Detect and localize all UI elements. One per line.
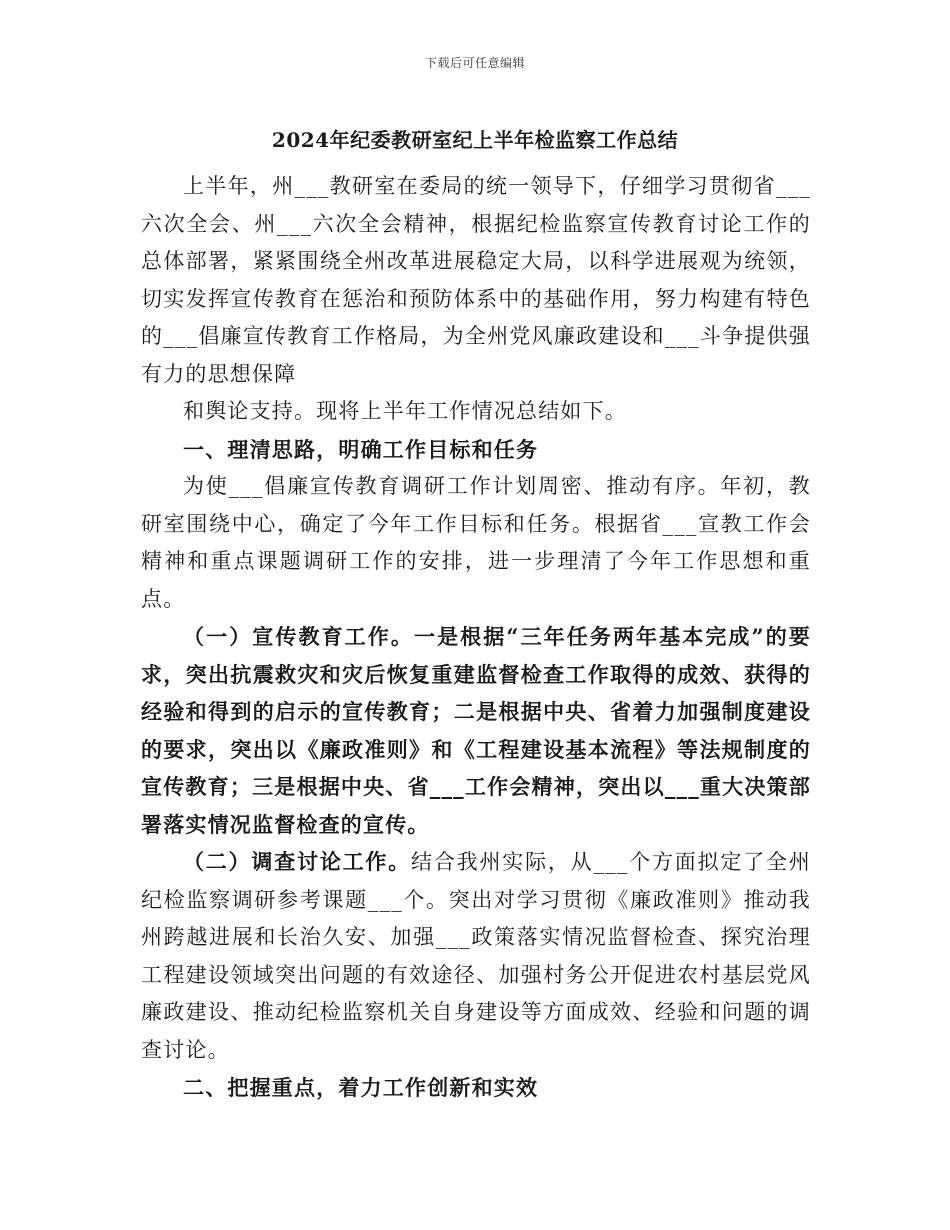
intro-paragraph-1: 上半年，州___教研室在委局的统一领导下，仔细学习贯彻省___六次全会、州___六次全会精神，根据纪检监察宣传教育讨论工作的总体部署，紧紧围绕全州改革进展稳定大局，以科学进展观为统领，切实发挥宣传教育在惩治和预防体系中的基础作用，努力构建有特色的___倡廉宣传教育工作格局，为全州党风廉政建设和___斗争提供强有力的思想保障 <box>141 174 811 386</box>
section-1-item-1 <box>141 618 811 843</box>
section-1-heading: 一、理清思路，明确工作目标和任务 <box>183 436 539 462</box>
item-1-text: 一是根据“三年任务两年基本完成”的要求，突出抗震救灾和灾后恢复重建监督检查工作取得的成效、获得的经验和得到的启示的宣传教育；二是根据中央、省着力加强制度建设的要求，突出以《廉政准则》和《工程建设基本流程》等法规制度的宣传教育；三是根据中央、省___工作会精神，突出以___重大决策部署落实情况监督检查的宣传。 <box>141 624 811 837</box>
item-2-text: 结合我州实际，从___个方面拟定了全州纪检监察调研参考课题___个。突出对学习贯彻《廉政准则》推动我州跨越进展和长治久安、加强___政策落实情况监督检查、探究治理工程建设领域突出问题的有效途径、加强村务公开促进农村基层党风廉政建设、推动纪检监察机关自身建设等方面成效、经验和问题的调查讨论。 <box>141 850 811 1062</box>
intro-paragraph-2: 和舆论支持。现将上半年工作情况总结如下。 <box>183 399 627 423</box>
document-title: 2024年纪委教研室纪上半年检监察工作总结 <box>271 128 679 152</box>
item-1-lead: （一）宣传教育工作。 <box>183 624 414 649</box>
document-body <box>141 168 811 1107</box>
section-1-paragraph-1: 为使___倡廉宣传教育调研工作计划周密、推动有序。年初，教研室围绕中心，确定了今年工作目标和任务。根据省___宣教工作会精神和重点课题调研工作的安排，进一步理清了今年工作思想和重点。 <box>141 474 811 611</box>
section-1-item-2 <box>141 843 811 1069</box>
section-2-heading: 二、把握重点，着力工作创新和实效 <box>183 1075 539 1100</box>
header-note: 下载后可任意编辑 <box>424 56 525 70</box>
item-2-lead: （二）调查讨论工作。 <box>183 849 412 874</box>
